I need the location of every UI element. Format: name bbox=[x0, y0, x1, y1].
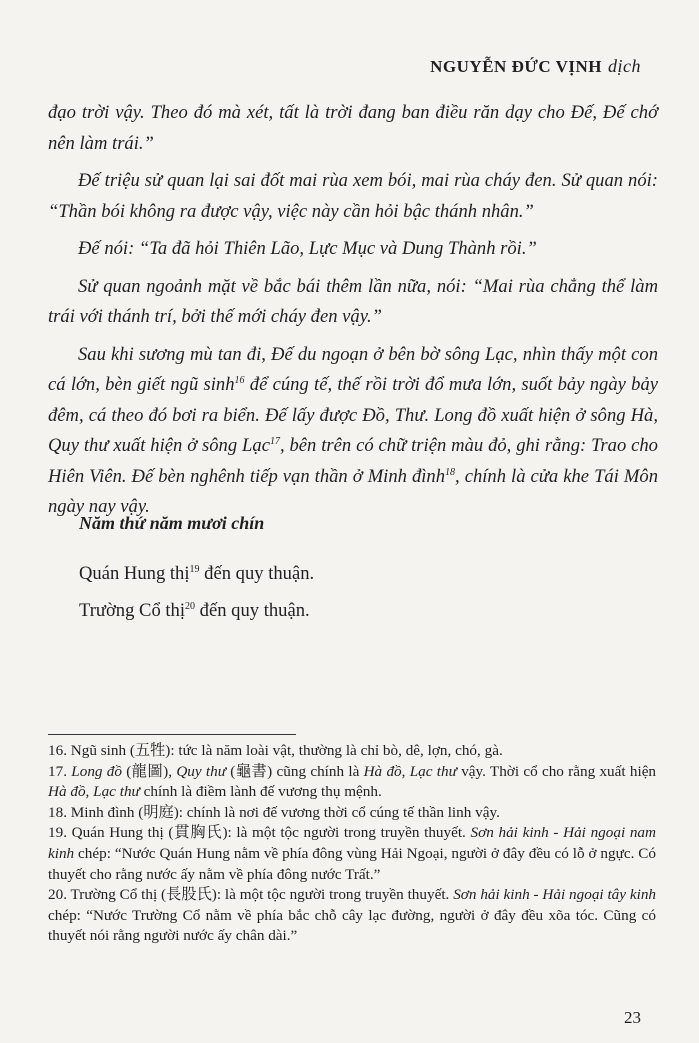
paragraph-5-part-a: Sau khi sương mù tan đi, Đế du ngoạn ở bên bờ sông Lạc, nhìn thấy một con cá lớn, bèn giết ngũ sinh bbox=[48, 343, 658, 395]
line-1-text: Quán Hung thị bbox=[79, 563, 190, 584]
line-2-text: Trường Cổ thị bbox=[79, 600, 186, 621]
fn20-a: 20. Trường Cổ thị (長股氏): là một tộc người trong truyền thuyết. bbox=[48, 886, 454, 904]
page-number: 23 bbox=[624, 1008, 641, 1027]
footnote-19 bbox=[48, 823, 656, 885]
fn17-num: 17. bbox=[48, 762, 72, 780]
footnote-16: 16. Ngũ sinh (五牲): tức là năm loài vật, thường là chỉ bò, dê, lợn, chó, gà. bbox=[48, 742, 503, 759]
line-truong-co bbox=[79, 600, 310, 622]
fn20-b: chép: “Nước Trường Cổ nằm về phía bắc chỗ cây lạc đường, người ở đây đều xõa tóc. Cũng có thuyết nói rằng người nước ấy chân dài.” bbox=[48, 906, 656, 945]
section-title: Năm thứ năm mươi chín bbox=[79, 513, 265, 533]
paragraph-5-part-d: , chính là cửa khe Tái Môn ngày nay vậy. bbox=[48, 465, 658, 517]
footnote-18: 18. Minh đình (明庭): chính là nơi đế vương thời cổ cúng tế thần linh vậy. bbox=[48, 803, 500, 821]
fn17-t12: chính là điềm lành đế vương thụ mệnh. bbox=[139, 783, 382, 801]
main-text bbox=[48, 98, 658, 530]
fn17-t6: , bbox=[401, 762, 410, 780]
fn17-t5: Hà đồ bbox=[363, 762, 402, 780]
footnote-17 bbox=[48, 762, 656, 803]
fn17-t1: Long đồ bbox=[71, 762, 122, 780]
fn17-t8: vậy. Thời cổ cho rằng xuất hiện bbox=[456, 762, 657, 780]
fn19-a: 19. Quán Hung thị (貫胸氏): là một tộc người trong truyền thuyết. bbox=[48, 824, 471, 842]
line-quan-hung bbox=[79, 563, 314, 585]
header-suffix: dịch bbox=[608, 56, 641, 76]
footnotes bbox=[48, 741, 656, 947]
fn17-t4: (龜書) cũng chính là bbox=[226, 762, 364, 780]
line-2-end: đến quy thuận. bbox=[195, 600, 310, 621]
fn17-t3: Quy thư bbox=[176, 762, 226, 780]
paragraph-1: đạo trời vậy. Theo đó mà xét, tất là trời đang ban điều răn dạy cho Đế, Đế chớ nên làm trái.” bbox=[48, 102, 658, 154]
running-header bbox=[430, 56, 641, 77]
footnote-ref-16[interactable]: 16 bbox=[234, 374, 245, 386]
paragraph-4: Sử quan ngoảnh mặt về bắc bái thêm lần nữa, nói: “Mai rùa chẳng thể làm trái với thánh trí, bởi thế mới cháy đen vậy.” bbox=[48, 275, 658, 327]
footnote-ref-19[interactable]: 19 bbox=[189, 563, 200, 575]
fn17-t9: Hà đồ bbox=[48, 783, 86, 801]
paragraph-5-part-c: , bên trên có chữ triện màu đỏ, ghi rằng: Trao cho Hiên Viên. Đế bèn nghênh tiếp vạn thần ở Minh đình bbox=[48, 435, 658, 487]
translator-name: NGUYỄN ĐỨC VỊNH bbox=[430, 57, 602, 76]
footnote-ref-18[interactable]: 18 bbox=[445, 466, 456, 478]
line-1-end: đến quy thuận. bbox=[199, 563, 315, 584]
footnote-ref-20[interactable]: 20 bbox=[185, 600, 196, 612]
footnote-divider bbox=[48, 734, 296, 735]
fn19-b: chép: “Nước Quán Hung nằm về phía đông vùng Hải Ngoại, người ở đây đều có lỗ ở ngực. Có thuyết cho rằng nước ấy nằm về phía đông nước Trất.” bbox=[48, 844, 656, 883]
fn17-t11: Lạc thư bbox=[93, 783, 140, 801]
fn17-t7: Lạc thư bbox=[409, 762, 457, 780]
footnote-ref-17[interactable]: 17 bbox=[269, 435, 280, 447]
fn17-t10: , bbox=[85, 783, 94, 801]
paragraph-2: Đế triệu sử quan lại sai đốt mai rùa xem bói, mai rùa cháy đen. Sử quan nói: “Thần bói không ra được vậy, việc này cần hỏi bậc thánh nhân.” bbox=[48, 170, 658, 222]
fn20-source: Sơn hải kinh - Hải ngoại tây kinh bbox=[453, 886, 657, 904]
footnote-20 bbox=[48, 885, 656, 947]
fn17-t2: (龍圖), bbox=[121, 762, 177, 780]
fn19-source: Sơn hải kinh - Hải ngoại nam kinh bbox=[48, 824, 656, 862]
paragraph-5-part-b: để cúng tế, thế rồi trời đổ mưa lớn, suốt bảy ngày bảy đêm, cá theo đó bơi ra biển. Đế lấy được Đồ, Thư. Long đồ xuất hiện ở sông Hà, Quy thư xuất hiện ở sông Lạc bbox=[48, 374, 658, 456]
paragraph-5 bbox=[48, 340, 658, 523]
paragraph-3: Đế nói: “Ta đã hỏi Thiên Lão, Lực Mục và Dung Thành rồi.” bbox=[78, 238, 537, 259]
